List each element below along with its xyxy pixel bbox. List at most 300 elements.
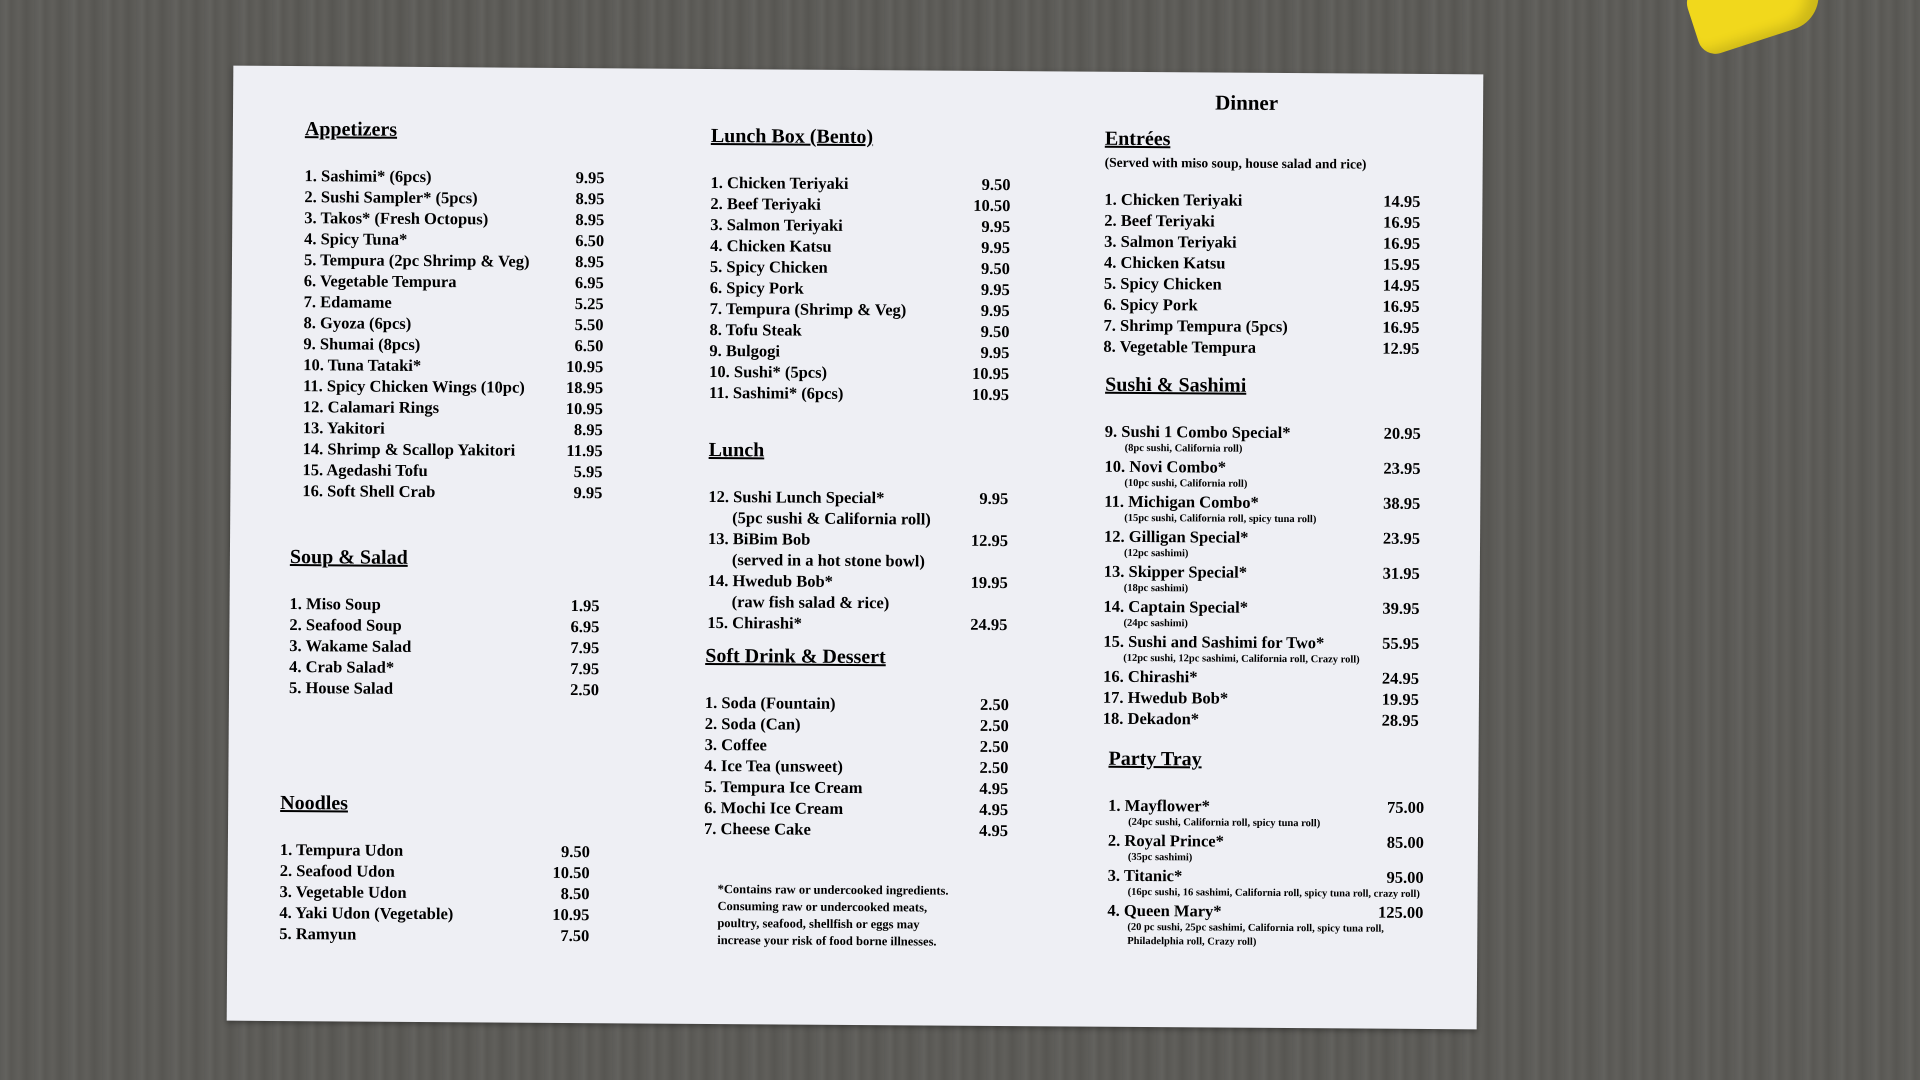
menu-item-row bbox=[1103, 631, 1419, 654]
menu-item-row bbox=[709, 361, 1009, 384]
menu-item-row bbox=[1104, 596, 1420, 619]
item-list bbox=[302, 165, 604, 503]
menu-item-row bbox=[304, 249, 604, 272]
item-name: 15. Agedashi Tofu bbox=[302, 460, 428, 481]
menu-item-row bbox=[1105, 456, 1421, 479]
item-price: 24.95 bbox=[970, 614, 1008, 635]
item-price: 19.95 bbox=[970, 572, 1008, 593]
menu-item bbox=[1103, 687, 1419, 710]
item-name: 15. Sushi and Sashimi for Two* bbox=[1103, 631, 1325, 653]
item-price: 15.95 bbox=[1382, 254, 1421, 274]
item-name: 3. Titanic* bbox=[1107, 865, 1183, 886]
item-list bbox=[709, 172, 1011, 405]
item-price: 23.95 bbox=[1383, 458, 1421, 478]
item-name: 5. Tempura Ice Cream bbox=[704, 776, 863, 798]
disclaimer-line: poultry, seafood, shellfish or eggs may bbox=[717, 916, 920, 932]
item-price: 16.95 bbox=[1383, 212, 1421, 232]
item-price: 5.50 bbox=[574, 315, 604, 335]
menu-item bbox=[280, 839, 590, 862]
item-list bbox=[289, 593, 600, 700]
item-name: 2. Beef Teriyaki bbox=[1104, 210, 1215, 231]
item-name: 1. Tempura Udon bbox=[279, 839, 404, 860]
item-price: 5.25 bbox=[574, 294, 604, 314]
menu-item-row bbox=[279, 902, 589, 925]
menu-item-row bbox=[302, 480, 602, 503]
menu-item-row bbox=[1103, 708, 1419, 731]
item-price: 6.50 bbox=[574, 336, 604, 356]
item-name: 6. Spicy Pork bbox=[1103, 294, 1198, 315]
section-title: Appetizers bbox=[304, 118, 398, 141]
item-price: 12.95 bbox=[1382, 338, 1420, 358]
item-list bbox=[1103, 189, 1420, 359]
item-name: 4. Spicy Tuna* bbox=[304, 229, 408, 249]
item-price: 23.95 bbox=[1382, 528, 1421, 548]
item-name: 14. Hwedub Bob* bbox=[707, 570, 834, 591]
item-name: 4. Crab Salad* bbox=[289, 657, 395, 677]
menu-item bbox=[1103, 336, 1419, 359]
menu-item-row bbox=[709, 319, 1009, 342]
menu-item bbox=[708, 528, 1008, 572]
menu-item bbox=[704, 818, 1008, 841]
menu-item-row bbox=[1104, 294, 1420, 317]
menu-item bbox=[707, 612, 1007, 635]
menu-item-row bbox=[1104, 273, 1420, 296]
menu-item-row bbox=[1104, 231, 1420, 254]
item-price: 19.95 bbox=[1381, 689, 1420, 709]
menu-item-row bbox=[303, 417, 603, 440]
menu-item-row bbox=[304, 186, 604, 209]
item-name: 10. Novi Combo* bbox=[1104, 456, 1227, 477]
item-description: (12pc sashimi) bbox=[1123, 547, 1189, 560]
item-price: 125.00 bbox=[1378, 902, 1424, 922]
item-price: 9.95 bbox=[979, 488, 1009, 509]
item-name: 13. Skipper Special* bbox=[1103, 561, 1248, 582]
item-price: 16.95 bbox=[1382, 233, 1421, 253]
item-price: 10.50 bbox=[552, 862, 590, 883]
menu-item-row bbox=[1103, 336, 1419, 359]
raw-food-disclaimer bbox=[717, 881, 1007, 951]
item-price: 16.95 bbox=[1382, 317, 1420, 337]
menu-item-row bbox=[1104, 491, 1420, 514]
item-price: 2.50 bbox=[979, 715, 1009, 736]
item-name: 9. Bulgogi bbox=[709, 340, 781, 361]
menu-item bbox=[302, 459, 602, 482]
item-price: 7.95 bbox=[570, 638, 600, 658]
item-name: 15. Chirashi* bbox=[707, 612, 802, 633]
menu-item-row bbox=[303, 375, 603, 398]
item-price: 9.95 bbox=[575, 168, 605, 188]
item-price: 38.95 bbox=[1383, 493, 1421, 513]
item-price: 10.95 bbox=[565, 398, 604, 419]
menu-item bbox=[304, 207, 604, 230]
item-name: 3. Takos* (Fresh Octopus) bbox=[304, 208, 489, 229]
item-price: 9.50 bbox=[560, 841, 590, 862]
menu-item bbox=[303, 396, 603, 419]
menu-item bbox=[1104, 294, 1420, 317]
menu-item-row bbox=[1108, 865, 1424, 888]
menu-item-row bbox=[305, 165, 605, 188]
menu-item bbox=[709, 361, 1009, 384]
item-name: 3. Salmon Teriyaki bbox=[710, 214, 843, 235]
menu-item-row bbox=[1108, 830, 1424, 853]
menu-item bbox=[1104, 456, 1420, 493]
item-price: 2.50 bbox=[979, 736, 1009, 757]
item-name: 10. Tuna Tataki* bbox=[303, 355, 422, 375]
menu-item-row bbox=[1104, 210, 1420, 233]
menu-item-row bbox=[279, 923, 589, 946]
section-title: Noodles bbox=[280, 791, 349, 815]
menu-item-row bbox=[1103, 315, 1419, 338]
item-name: 5. Spicy Chicken bbox=[1103, 273, 1222, 294]
item-name: 16. Soft Shell Crab bbox=[302, 481, 436, 502]
item-list bbox=[279, 839, 590, 946]
item-description: (18pc sashimi) bbox=[1123, 582, 1189, 595]
item-price: 16.95 bbox=[1382, 296, 1420, 316]
item-name: 7. Cheese Cake bbox=[703, 818, 811, 839]
menu-item bbox=[1104, 561, 1420, 598]
item-price: 6.95 bbox=[574, 273, 604, 293]
noodles-section bbox=[279, 792, 590, 946]
drinks-section bbox=[704, 645, 1009, 841]
menu-item bbox=[708, 486, 1008, 530]
item-name: 11. Sashimi* (6pcs) bbox=[709, 382, 844, 403]
item-price: 9.50 bbox=[981, 174, 1011, 195]
menu-item-row bbox=[304, 207, 604, 230]
item-price: 6.50 bbox=[575, 231, 605, 251]
item-list bbox=[707, 486, 1008, 635]
item-price: 75.00 bbox=[1387, 797, 1425, 817]
menu-item-row bbox=[710, 235, 1010, 258]
menu-item bbox=[1104, 252, 1420, 275]
menu-item-row bbox=[280, 860, 590, 883]
lunch-box-section bbox=[709, 125, 1011, 405]
item-price: 12.95 bbox=[970, 530, 1009, 551]
entrees-served-note: (Served with miso soup, house salad and rice) bbox=[1104, 154, 1367, 172]
yellow-bottle-cap bbox=[1682, 0, 1827, 58]
item-price: 9.95 bbox=[981, 216, 1011, 237]
item-description: (20 pc sushi, 25pc sashimi, California roll, spicy tuna roll, Philadelphia roll, Crazy roll) bbox=[1127, 921, 1384, 948]
menu-item-row bbox=[303, 354, 603, 377]
menu-item bbox=[304, 228, 604, 251]
menu-item-row bbox=[289, 635, 599, 658]
menu-item-row bbox=[709, 340, 1009, 363]
menu-item bbox=[705, 734, 1009, 757]
menu-item-row bbox=[1104, 561, 1420, 584]
item-description: (8pc sushi, California roll) bbox=[1124, 442, 1243, 455]
item-name: 6. Spicy Pork bbox=[709, 277, 804, 298]
item-price: 95.00 bbox=[1386, 867, 1424, 887]
menu-item bbox=[279, 923, 589, 946]
item-name: 2. Beef Teriyaki bbox=[710, 193, 821, 214]
menu-item-row bbox=[304, 291, 604, 314]
item-name: 13. Yakitori bbox=[302, 418, 385, 438]
item-description: (24pc sushi, California roll, spicy tuna roll) bbox=[1128, 816, 1321, 830]
item-name: 3. Wakame Salad bbox=[289, 636, 412, 656]
item-price: 4.95 bbox=[979, 778, 1009, 799]
lunch-section bbox=[707, 439, 1008, 635]
item-name: 8. Vegetable Tempura bbox=[1103, 336, 1257, 357]
item-name: 2. Sushi Sampler* (5pcs) bbox=[304, 187, 478, 208]
menu-item bbox=[280, 881, 590, 904]
menu-item bbox=[710, 277, 1010, 300]
menu-item-row bbox=[707, 612, 1007, 635]
item-name: 5. House Salad bbox=[288, 678, 394, 698]
menu-item-row bbox=[304, 270, 604, 293]
menu-item bbox=[305, 165, 605, 188]
item-name: 2. Soda (Can) bbox=[704, 713, 801, 734]
item-name: 1. Miso Soup bbox=[289, 594, 381, 614]
menu-item bbox=[303, 312, 603, 335]
menu-item-row bbox=[280, 881, 590, 904]
item-price: 9.50 bbox=[981, 258, 1011, 279]
menu-item-row bbox=[704, 797, 1008, 820]
menu-item-row bbox=[303, 312, 603, 335]
item-name: 2. Seafood Soup bbox=[289, 615, 402, 635]
menu-item-row bbox=[710, 193, 1010, 216]
menu-item bbox=[1108, 795, 1424, 832]
item-price: 4.95 bbox=[979, 820, 1009, 841]
item-name: 18. Dekadon* bbox=[1102, 708, 1200, 729]
item-name: 10. Sushi* (5pcs) bbox=[709, 361, 828, 382]
item-price: 20.95 bbox=[1383, 423, 1421, 443]
item-price: 9.95 bbox=[980, 279, 1010, 300]
menu-item bbox=[709, 340, 1009, 363]
menu-item-row bbox=[704, 818, 1008, 841]
item-name: 5. Spicy Chicken bbox=[709, 256, 828, 277]
menu-item-row bbox=[708, 570, 1008, 593]
menu-item bbox=[1103, 708, 1419, 731]
menu-item-row bbox=[1108, 795, 1424, 818]
menu-item-row bbox=[304, 228, 604, 251]
menu-item bbox=[709, 382, 1009, 405]
menu-item bbox=[705, 692, 1009, 715]
menu-item bbox=[1108, 865, 1424, 902]
menu-item bbox=[1105, 421, 1421, 458]
item-price: 8.50 bbox=[560, 883, 590, 904]
item-name: 4. Yaki Udon (Vegetable) bbox=[279, 902, 454, 924]
menu-item-row bbox=[1103, 666, 1419, 689]
item-name: 3. Coffee bbox=[704, 734, 767, 755]
item-price: 9.95 bbox=[980, 342, 1010, 363]
entrees-section bbox=[1103, 128, 1421, 359]
menu-item bbox=[290, 593, 600, 616]
item-name: 17. Hwedub Bob* bbox=[1102, 687, 1229, 708]
menu-item-row bbox=[710, 298, 1010, 321]
dinner-heading: Dinner bbox=[1215, 90, 1279, 115]
item-price: 10.95 bbox=[552, 904, 590, 925]
item-description: (35pc sashimi) bbox=[1127, 851, 1193, 864]
item-price: 2.50 bbox=[979, 757, 1009, 778]
menu-item-row bbox=[709, 382, 1009, 405]
menu-item bbox=[289, 635, 599, 658]
menu-item-row bbox=[303, 438, 603, 461]
item-price: 18.95 bbox=[565, 377, 604, 398]
menu-item bbox=[302, 480, 602, 503]
menu-item-row bbox=[710, 172, 1010, 195]
item-price: 10.95 bbox=[971, 384, 1010, 405]
menu-item-row bbox=[289, 656, 599, 679]
item-name: 4. Ice Tea (unsweet) bbox=[704, 755, 843, 776]
item-price: 5.95 bbox=[573, 462, 603, 482]
menu-item-row bbox=[302, 459, 602, 482]
menu-item bbox=[704, 797, 1008, 820]
item-price: 11.95 bbox=[566, 440, 603, 461]
menu-item-row bbox=[303, 396, 603, 419]
menu-sheet bbox=[227, 66, 1484, 1030]
item-list bbox=[1103, 421, 1421, 731]
item-description: (5pc sushi & California roll) bbox=[732, 508, 931, 529]
item-price: 8.95 bbox=[573, 420, 603, 440]
item-price: 2.50 bbox=[979, 694, 1009, 715]
menu-item-row bbox=[705, 713, 1009, 736]
item-name: 5. Tempura (2pc Shrimp & Veg) bbox=[303, 250, 530, 271]
sushi-sashimi-section bbox=[1103, 374, 1421, 731]
item-list bbox=[704, 692, 1009, 841]
item-list bbox=[1107, 795, 1424, 951]
soup-salad-section bbox=[289, 546, 600, 700]
menu-item bbox=[1103, 631, 1419, 668]
item-description: (served in a hot stone bowl) bbox=[731, 550, 925, 571]
item-name: 3. Salmon Teriyaki bbox=[1104, 231, 1237, 252]
item-name: 9. Shumai (8pcs) bbox=[303, 334, 421, 354]
item-price: 9.95 bbox=[573, 483, 603, 503]
item-name: 12. Calamari Rings bbox=[302, 397, 440, 418]
item-name: 2. Seafood Udon bbox=[279, 860, 395, 881]
menu-item bbox=[704, 755, 1008, 778]
section-title: Soft Drink & Dessert bbox=[705, 644, 886, 669]
menu-item-row bbox=[710, 277, 1010, 300]
item-price: 1.95 bbox=[570, 596, 600, 616]
item-description: (24pc sashimi) bbox=[1123, 617, 1188, 630]
menu-item-row bbox=[710, 214, 1010, 237]
menu-item-row bbox=[1104, 526, 1420, 549]
item-price: 39.95 bbox=[1382, 598, 1420, 618]
item-price: 9.95 bbox=[980, 300, 1010, 321]
item-name: 6. Mochi Ice Cream bbox=[704, 797, 844, 818]
item-description: (15pc sushi, California roll, spicy tuna roll) bbox=[1124, 512, 1317, 526]
menu-item-row bbox=[708, 486, 1008, 509]
item-description: (raw fish salad & rice) bbox=[731, 592, 890, 613]
item-price: 8.95 bbox=[575, 252, 605, 272]
menu-item bbox=[304, 291, 604, 314]
item-name: 4. Chicken Katsu bbox=[710, 235, 832, 256]
item-name: 7. Shrimp Tempura (5pcs) bbox=[1103, 315, 1288, 337]
item-price: 28.95 bbox=[1381, 710, 1419, 730]
menu-item bbox=[280, 860, 590, 883]
menu-item bbox=[1104, 526, 1420, 563]
disclaimer-line: increase your risk of food borne illnesses. bbox=[717, 933, 937, 949]
menu-item bbox=[289, 656, 599, 679]
menu-item-row bbox=[289, 677, 599, 700]
menu-item bbox=[1107, 900, 1423, 951]
item-name: 13. BiBim Bob bbox=[707, 528, 811, 549]
menu-item bbox=[710, 235, 1010, 258]
menu-item-row bbox=[708, 528, 1008, 551]
item-name: 6. Vegetable Tempura bbox=[303, 271, 457, 292]
item-name: 5. Ramyun bbox=[279, 923, 357, 944]
item-name: 12. Gilligan Special* bbox=[1104, 526, 1249, 547]
item-name: 14. Shrimp & Scallop Yakitori bbox=[302, 439, 516, 460]
item-price: 7.95 bbox=[570, 659, 600, 679]
menu-item bbox=[1104, 231, 1420, 254]
menu-item bbox=[303, 375, 603, 398]
item-price: 10.95 bbox=[566, 356, 604, 377]
item-name: 3. Vegetable Udon bbox=[279, 881, 407, 902]
item-name: 4. Chicken Katsu bbox=[1103, 252, 1226, 273]
menu-item bbox=[710, 214, 1010, 237]
section-title: Sushi & Sashimi bbox=[1105, 373, 1247, 397]
item-price: 8.95 bbox=[575, 210, 605, 230]
menu-item bbox=[303, 354, 603, 377]
menu-item-row bbox=[704, 755, 1008, 778]
item-name: 16. Chirashi* bbox=[1103, 666, 1198, 687]
item-name: 8. Tofu Steak bbox=[709, 319, 802, 340]
disclaimer-line: Consuming raw or undercooked meats, bbox=[717, 899, 928, 915]
item-price: 10.50 bbox=[973, 195, 1011, 216]
item-price: 14.95 bbox=[1382, 275, 1420, 295]
item-name: 4. Queen Mary* bbox=[1107, 900, 1222, 921]
menu-item bbox=[1103, 596, 1419, 633]
menu-item-row bbox=[290, 593, 600, 616]
menu-item-row bbox=[303, 333, 603, 356]
menu-item bbox=[1103, 666, 1419, 689]
menu-item bbox=[1108, 830, 1424, 867]
menu-item-row bbox=[705, 692, 1009, 715]
menu-item-row bbox=[710, 256, 1010, 279]
item-price: 9.95 bbox=[981, 237, 1011, 258]
item-price: 9.50 bbox=[980, 321, 1010, 342]
menu-item-row bbox=[1103, 687, 1419, 710]
menu-item bbox=[709, 319, 1009, 342]
item-name: 12. Sushi Lunch Special* bbox=[708, 486, 885, 508]
item-price: 6.95 bbox=[570, 617, 600, 637]
item-name: 2. Royal Prince* bbox=[1107, 830, 1224, 851]
item-name: 1. Mayflower* bbox=[1108, 795, 1210, 816]
item-name: 1. Soda (Fountain) bbox=[704, 692, 836, 713]
menu-item bbox=[303, 438, 603, 461]
item-price: 14.95 bbox=[1383, 191, 1421, 211]
section-title: Party Tray bbox=[1108, 747, 1202, 771]
menu-item bbox=[304, 270, 604, 293]
menu-item bbox=[289, 614, 599, 637]
menu-item bbox=[289, 677, 599, 700]
section-title: Soup & Salad bbox=[289, 546, 408, 569]
item-name: 1. Chicken Teriyaki bbox=[1104, 189, 1243, 210]
menu-item bbox=[279, 902, 589, 925]
menu-item-row bbox=[280, 839, 590, 862]
item-name: 9. Sushi 1 Combo Special* bbox=[1104, 421, 1291, 443]
menu-item-row bbox=[289, 614, 599, 637]
item-price: 24.95 bbox=[1381, 668, 1420, 688]
item-price: 8.95 bbox=[575, 189, 605, 209]
item-description: (16pc sushi, 16 sashimi, California roll, spicy tuna roll, crazy roll) bbox=[1127, 886, 1420, 900]
menu-item-row bbox=[1104, 189, 1420, 212]
menu-item bbox=[303, 417, 603, 440]
item-name: 7. Edamame bbox=[303, 292, 392, 312]
menu-item bbox=[710, 172, 1010, 195]
section-title: Lunch bbox=[708, 438, 765, 462]
menu-item bbox=[1104, 273, 1420, 296]
menu-item bbox=[1104, 210, 1420, 233]
menu-item bbox=[708, 570, 1008, 614]
menu-item bbox=[1103, 315, 1419, 338]
menu-item-row bbox=[704, 776, 1008, 799]
appetizers-section bbox=[302, 118, 605, 503]
item-price: 85.00 bbox=[1386, 832, 1425, 852]
menu-item bbox=[710, 298, 1010, 321]
menu-item bbox=[704, 776, 1008, 799]
item-price: 31.95 bbox=[1382, 563, 1420, 583]
